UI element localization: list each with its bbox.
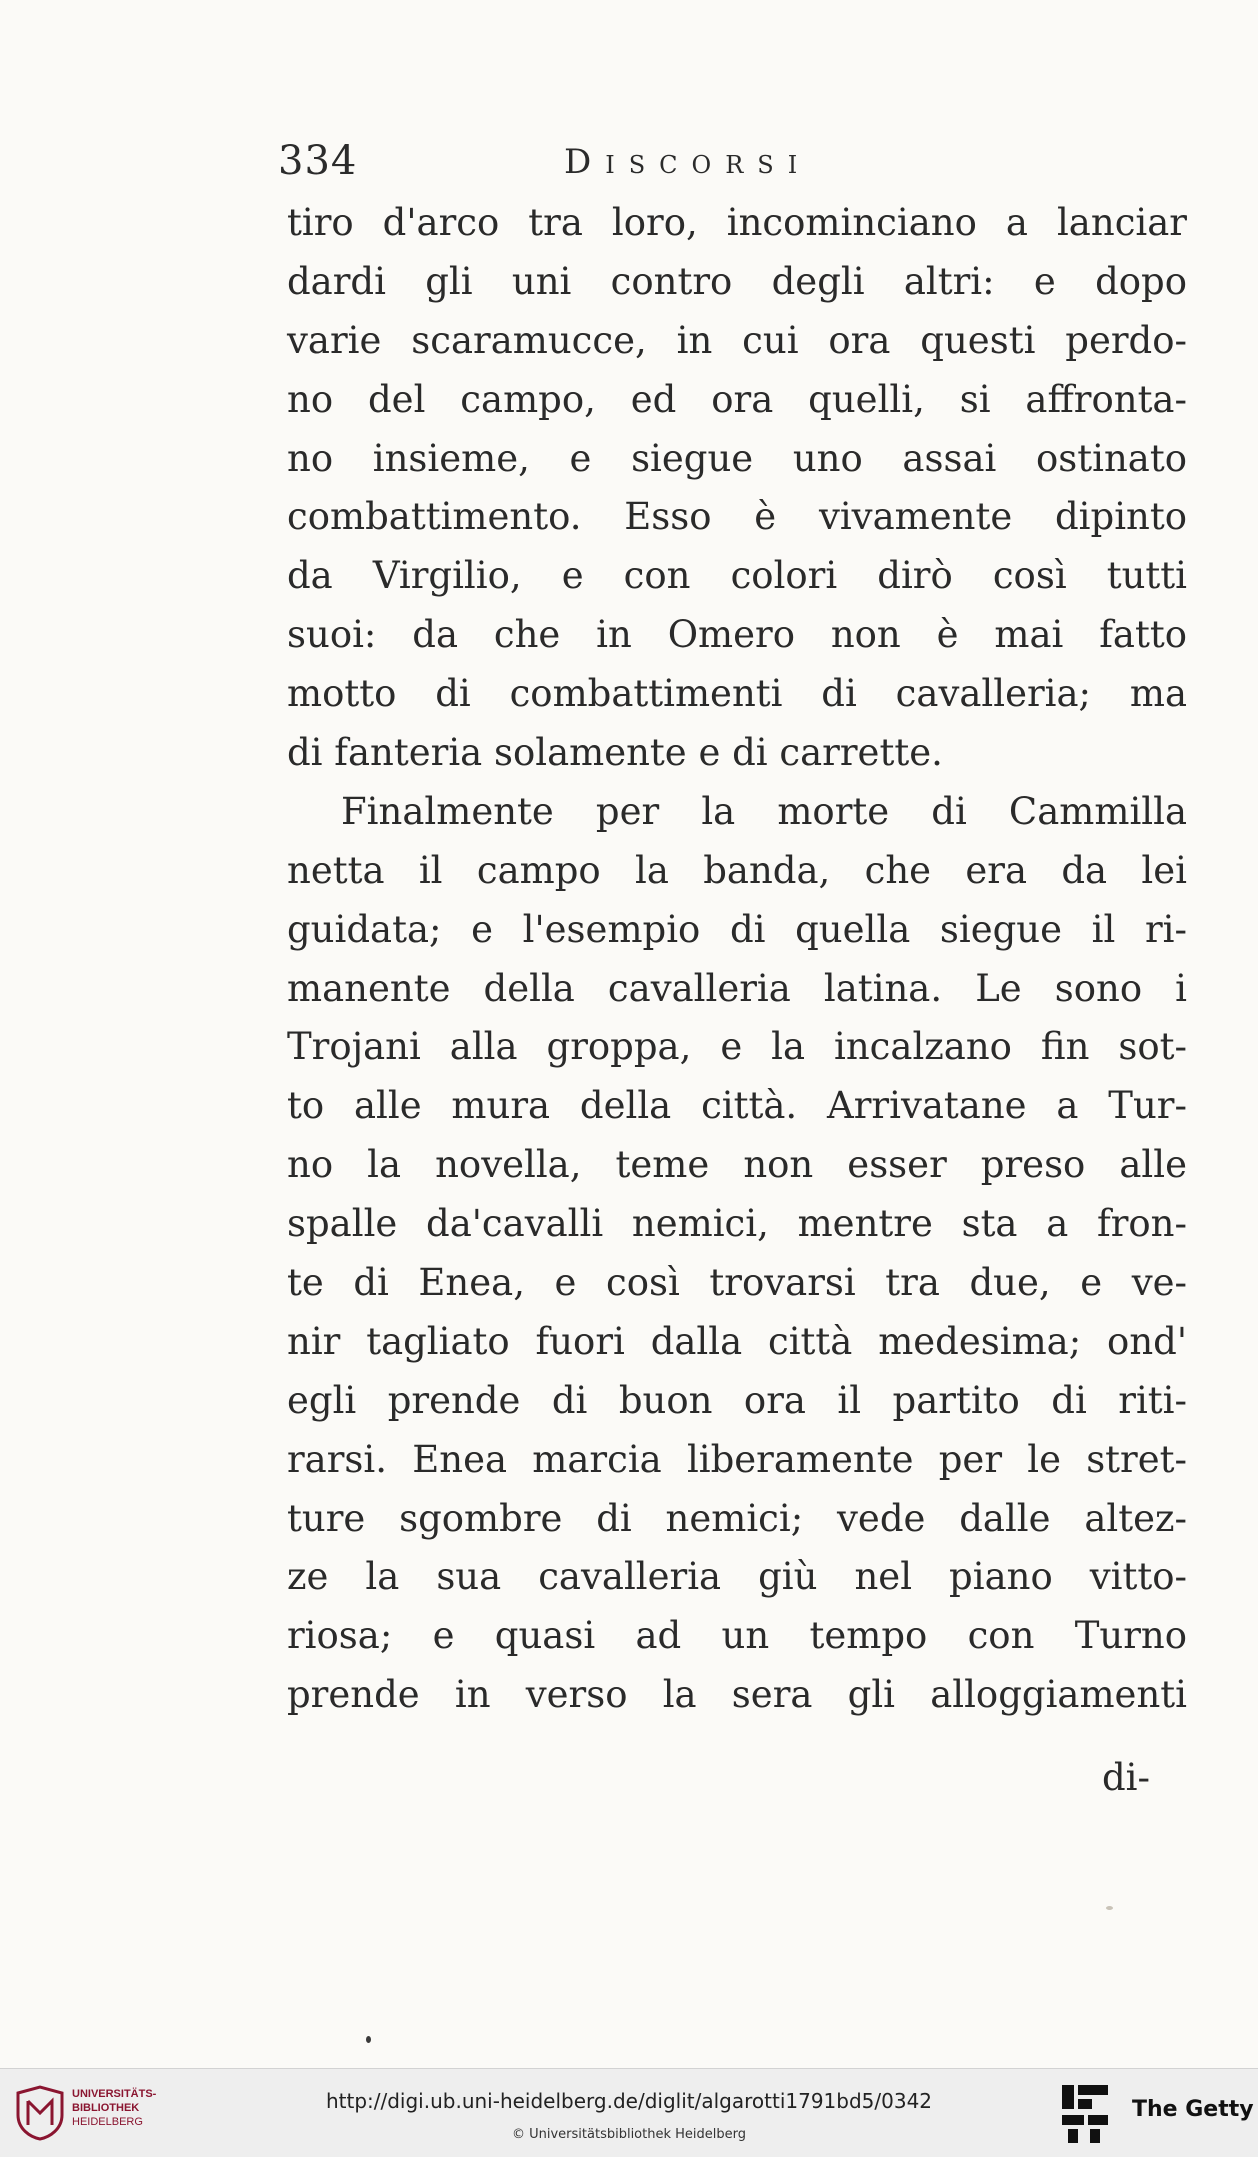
text-line: riosa; e quasi ad un tempo con Turno — [287, 1614, 1187, 1658]
text-line: ture sgombre di nemici; vede dalle altez- — [287, 1496, 1187, 1540]
text-line: nir tagliato fuori dalla città medesima; ond' — [287, 1319, 1187, 1363]
text-line: varie scaramucce, in cui ora questi perdo- — [287, 318, 1187, 362]
body-text — [287, 194, 1187, 1725]
text-line: Trojani alla groppa, e la incalzano fin sot- — [287, 1025, 1187, 1069]
page-header — [278, 138, 1178, 188]
text-line: rarsi. Enea marcia liberamente per le stret- — [287, 1437, 1187, 1481]
viewer-footer — [0, 2068, 1258, 2157]
text-line: combattimento. Esso è vivamente dipinto — [287, 495, 1187, 539]
copyright-notice: © Universitätsbibliothek Heidelberg — [511, 2127, 746, 2142]
text-line: prende in verso la sera gli alloggiamenti — [287, 1673, 1187, 1717]
institution-line: UNIVERSITÄTS- — [72, 2088, 157, 2100]
ink-speck — [1106, 1906, 1113, 1910]
text-line: Finalmente per la morte di Cammilla — [341, 789, 1187, 833]
text-line: motto di combattimenti di cavalleria; ma — [287, 672, 1187, 716]
text-line: te di Enea, e così trovarsi tra due, e ve- — [287, 1261, 1187, 1305]
permalink-url[interactable]: http://digi.ub.uni-heidelberg.de/diglit/algarotti1791bd5/0342 — [325, 2089, 933, 2113]
page-number: 334 — [278, 138, 358, 184]
partner-name: The Getty — [1132, 2097, 1254, 2122]
text-line: suoi: da che in Omero non è mai fatto — [287, 613, 1187, 657]
text-line: egli prende di buon ora il partito di riti- — [287, 1378, 1187, 1422]
text-line: no del campo, ed ora quelli, si affronta- — [287, 377, 1187, 421]
text-line: manente della cavalleria latina. Le sono i — [287, 966, 1187, 1010]
text-line: to alle mura della città. Arrivatane a Tur- — [287, 1084, 1187, 1128]
institution-line: BIBLIOTHEK — [72, 2102, 140, 2114]
text-line: tiro d'arco tra loro, incominciano a lanciar — [287, 201, 1187, 244]
text-line: no la novella, teme non esser preso alle — [287, 1143, 1187, 1187]
running-head: Discorsi — [564, 142, 812, 182]
catchword: di- — [1102, 1756, 1151, 1799]
text-line: dardi gli uni contro degli altri: e dopo — [287, 259, 1187, 303]
text-line: guidata; e l'esempio di quella siegue il ri- — [287, 907, 1187, 951]
text-line: netta il campo la banda, che era da lei — [287, 848, 1187, 892]
text-line: ze la sua cavalleria giù nel piano vitto- — [287, 1555, 1187, 1599]
text-line: no insieme, e siegue uno assai ostinato — [287, 436, 1187, 480]
text-line: da Virgilio, e con colori dirò così tutti — [287, 554, 1187, 598]
text-line: di fanteria solamente e di carrette. — [287, 731, 943, 775]
ink-speck — [366, 2036, 371, 2043]
text-line: spalle da'cavalli nemici, mentre sta a fron- — [287, 1202, 1187, 1246]
getty-logo-icon — [1060, 2083, 1110, 2145]
institution-line: HEIDELBERG — [72, 2116, 143, 2128]
